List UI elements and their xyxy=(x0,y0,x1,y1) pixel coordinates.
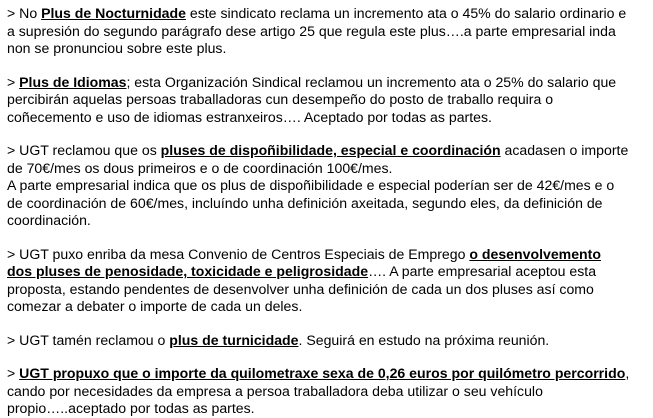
text-run: acadasen o importe xyxy=(500,142,629,158)
text-line xyxy=(7,74,653,92)
text-line: propio…..aceptado por todas as partes. xyxy=(7,400,255,416)
text-run: , xyxy=(625,365,630,381)
text-line xyxy=(7,263,653,281)
emphasis-pluses-penosidade: dos pluses de penosidade, toxicidade e peligrosidade xyxy=(7,263,369,279)
text-run: …. A parte empresarial aceptou esta xyxy=(368,263,597,279)
text-line: cando por necesidades da empresa a persoa traballadora deba utilizar o seu vehículo xyxy=(7,382,543,399)
text-run: > UGT puxo enriba da mesa Convenio de Centros Especiais de Emprego xyxy=(7,245,470,262)
text-line: comezar a debater o importe de cada un deles. xyxy=(7,298,303,314)
emphasis-desenvolvemento: o desenvolvemento xyxy=(469,245,601,262)
text-line xyxy=(7,246,653,264)
text-run: > No xyxy=(7,5,42,21)
paragraph-centros-especiais xyxy=(7,246,653,316)
text-line: coñecemento e uso de idiomas estranxeiros…. Aceptado por todas as partes. xyxy=(7,108,492,125)
text-run: > xyxy=(7,73,20,90)
paragraph-plus-idiomas xyxy=(7,74,653,127)
text-line: de coordinación de 60€/mes, incluíndo unha definición axeitada, segundo eles, da definición de xyxy=(7,194,603,211)
text-line xyxy=(7,5,653,23)
text-line: coordinación. xyxy=(7,212,91,228)
text-line: A parte empresarial indica que os plus de dispoñibilidade e especial poderían ser de 42€/mes e o xyxy=(7,177,615,193)
text-line: a supresión do segundo parágrafo dese artigo 25 que regula este plus….a parte empresarial inda xyxy=(7,22,616,39)
text-line: proposta, estando pendentes de desenvolver unha definición de cada un dos pluses así como xyxy=(7,280,594,297)
text-run: > UGT tamén reclamou o xyxy=(7,331,170,348)
paragraph-plus-nocturnidade xyxy=(7,5,653,58)
text-run: este sindicato reclama un incremento ata o 45% do salario ordinario e xyxy=(185,5,627,21)
text-line: non se pronunciou sobre este plus. xyxy=(7,40,227,56)
emphasis-plus-nocturnidade: Plus de Nocturnidade xyxy=(41,5,186,21)
text-line: percibirán aquelas persoas traballadoras cun desempeño do posto de traballo requira o xyxy=(7,91,554,107)
text-run: . Seguirá en estudo na próxima reunión. xyxy=(298,331,550,348)
text-line xyxy=(7,142,653,160)
text-run: > xyxy=(7,365,20,381)
text-run: > UGT reclamou que os xyxy=(7,142,161,158)
text-line xyxy=(7,365,653,383)
paragraph-pluses-dispoñibilidade xyxy=(7,142,653,230)
emphasis-plus-turnicidade: plus de turnicidade xyxy=(169,331,299,348)
paragraph-plus-turnicidade xyxy=(7,332,653,350)
emphasis-quilometraxe: UGT propuxo que o importe da quilometraxe sexa de 0,26 euros por quilómetro percorrido xyxy=(19,365,626,381)
emphasis-plus-idiomas: Plus de Idiomas xyxy=(19,73,127,90)
text-line xyxy=(7,332,653,350)
text-line: de 70€/mes os dous primeiros e o de coordinación 100€/mes. xyxy=(7,159,393,176)
emphasis-pluses-dispoñibilidade: pluses de dispoñibilidade, especial e coordinación xyxy=(160,142,501,158)
paragraph-quilometraxe xyxy=(7,365,653,418)
text-run: ; esta Organización Sindical reclamou un incremento ata o 25% do salario que xyxy=(126,73,617,90)
